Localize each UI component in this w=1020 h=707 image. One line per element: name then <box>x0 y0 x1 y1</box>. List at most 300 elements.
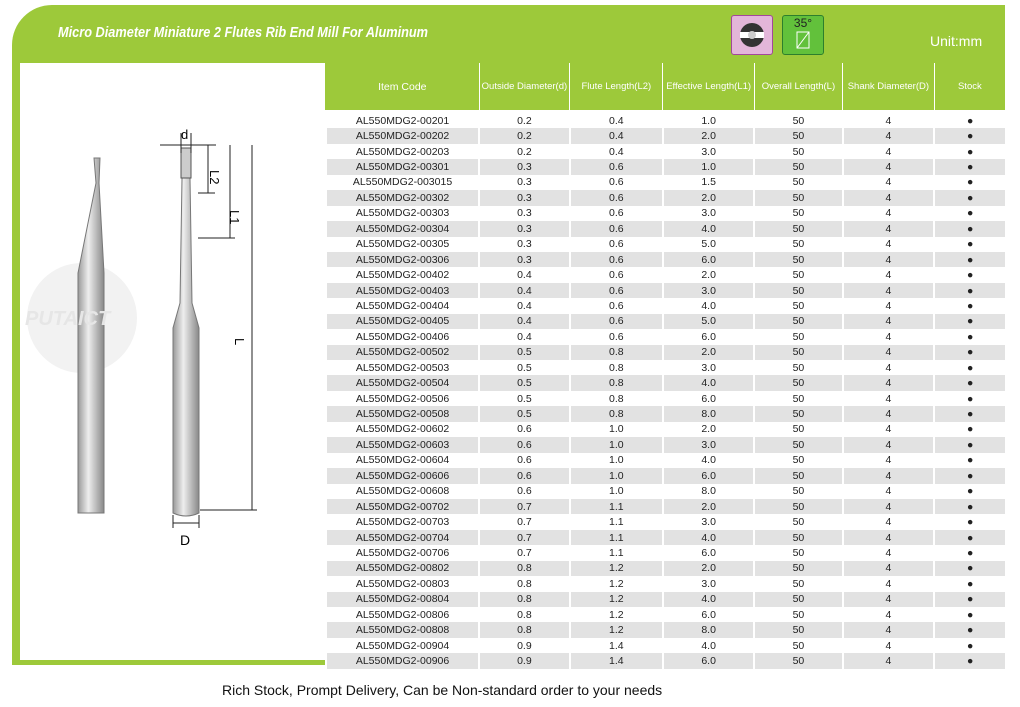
table-cell: 2.0 <box>663 561 754 576</box>
table-cell: AL550MDG2-00802 <box>326 561 479 576</box>
table-cell: 0.2 <box>479 144 570 159</box>
table-cell: 6.0 <box>663 653 754 668</box>
table-cell: 50 <box>754 345 842 360</box>
table-row <box>326 267 1005 282</box>
table-row <box>326 545 1005 560</box>
table-cell: 6.0 <box>663 391 754 406</box>
table-cell: 0.6 <box>570 314 663 329</box>
table-cell: 50 <box>754 159 842 174</box>
table-cell: ● <box>934 622 1005 637</box>
spec-table <box>325 63 1005 669</box>
table-cell: ● <box>934 468 1005 483</box>
table-cell: 50 <box>754 283 842 298</box>
table-row <box>326 112 1005 129</box>
table-cell: ● <box>934 422 1005 437</box>
table-cell: 0.4 <box>479 283 570 298</box>
table-cell: 0.9 <box>479 653 570 668</box>
table-cell: 1.0 <box>570 437 663 452</box>
table-cell: 50 <box>754 144 842 159</box>
table-cell: 0.3 <box>479 252 570 267</box>
table-cell: 50 <box>754 190 842 205</box>
table-cell: 50 <box>754 112 842 129</box>
table-cell: 4 <box>843 638 935 653</box>
table-row <box>326 252 1005 267</box>
table-cell: 50 <box>754 298 842 313</box>
table-cell: AL550MDG2-00702 <box>326 499 479 514</box>
table-cell: 8.0 <box>663 622 754 637</box>
table-cell: 50 <box>754 175 842 190</box>
table-cell: 3.0 <box>663 206 754 221</box>
table-cell: 0.6 <box>570 190 663 205</box>
table-cell: 0.5 <box>479 360 570 375</box>
table-cell: AL550MDG2-00706 <box>326 545 479 560</box>
table-cell: 0.8 <box>479 607 570 622</box>
table-cell: 0.3 <box>479 206 570 221</box>
table-row <box>326 499 1005 514</box>
table-cell: AL550MDG2-00305 <box>326 237 479 252</box>
table-cell: 50 <box>754 406 842 421</box>
table-cell: 0.5 <box>479 375 570 390</box>
table-row <box>326 159 1005 174</box>
table-cell: ● <box>934 128 1005 143</box>
table-cell: AL550MDG2-00506 <box>326 391 479 406</box>
table-row <box>326 561 1005 576</box>
table-cell: AL550MDG2-00402 <box>326 267 479 282</box>
table-cell: ● <box>934 530 1005 545</box>
table-cell: 0.4 <box>479 298 570 313</box>
table-cell: 0.6 <box>479 453 570 468</box>
table-cell: 1.4 <box>570 653 663 668</box>
table-row <box>326 592 1005 607</box>
table-cell: 4 <box>843 576 935 591</box>
table-cell: 50 <box>754 622 842 637</box>
table-row <box>326 237 1005 252</box>
table-cell: 50 <box>754 252 842 267</box>
table-cell: 0.9 <box>479 638 570 653</box>
table-cell: 0.4 <box>479 267 570 282</box>
table-cell: AL550MDG2-00303 <box>326 206 479 221</box>
table-cell: 50 <box>754 638 842 653</box>
page-title: Micro Diameter Miniature 2 Flutes Rib End Mill For Aluminum <box>58 24 429 41</box>
table-cell: AL550MDG2-00405 <box>326 314 479 329</box>
table-cell: 2.0 <box>663 345 754 360</box>
table-cell: ● <box>934 576 1005 591</box>
table-cell: ● <box>934 237 1005 252</box>
table-cell: AL550MDG2-00808 <box>326 622 479 637</box>
table-cell: 4.0 <box>663 298 754 313</box>
table-cell: 0.7 <box>479 514 570 529</box>
table-cell: 50 <box>754 329 842 344</box>
table-cell: 4 <box>843 144 935 159</box>
table-cell: 0.6 <box>479 422 570 437</box>
table-cell: ● <box>934 298 1005 313</box>
table-cell: 1.0 <box>570 422 663 437</box>
table-cell: AL550MDG2-00803 <box>326 576 479 591</box>
table-cell: AL550MDG2-00203 <box>326 144 479 159</box>
table-cell: 0.7 <box>479 499 570 514</box>
table-cell: 4 <box>843 252 935 267</box>
table-cell: 0.6 <box>570 252 663 267</box>
table-cell: ● <box>934 638 1005 653</box>
table-cell: 4 <box>843 437 935 452</box>
table-cell: ● <box>934 514 1005 529</box>
table-cell: 5.0 <box>663 314 754 329</box>
table-cell: 1.0 <box>570 484 663 499</box>
table-cell: 0.8 <box>479 622 570 637</box>
table-cell: 0.6 <box>570 221 663 236</box>
end-mill-drawing <box>20 63 325 660</box>
table-cell: 50 <box>754 128 842 143</box>
table-cell: 4.0 <box>663 453 754 468</box>
table-cell: 4 <box>843 345 935 360</box>
table-cell: 1.0 <box>663 112 754 129</box>
table-cell: 5.0 <box>663 237 754 252</box>
column-header: Effective Length(L1) <box>663 63 754 112</box>
table-cell: 4.0 <box>663 375 754 390</box>
table-cell: 4 <box>843 221 935 236</box>
column-header: Flute Length(L2) <box>570 63 663 112</box>
table-cell: 0.6 <box>479 484 570 499</box>
table-cell: 0.2 <box>479 128 570 143</box>
table-cell: ● <box>934 267 1005 282</box>
table-cell: ● <box>934 437 1005 452</box>
table-cell: 0.8 <box>570 406 663 421</box>
table-cell: 1.2 <box>570 592 663 607</box>
table-cell: ● <box>934 329 1005 344</box>
table-cell: AL550MDG2-00304 <box>326 221 479 236</box>
table-cell: 50 <box>754 545 842 560</box>
table-cell: 0.5 <box>479 406 570 421</box>
table-cell: ● <box>934 283 1005 298</box>
table-cell: 0.6 <box>570 159 663 174</box>
table-cell: 0.8 <box>479 576 570 591</box>
table-cell: 50 <box>754 607 842 622</box>
table-cell: 50 <box>754 499 842 514</box>
table-cell: 50 <box>754 314 842 329</box>
table-cell: 0.6 <box>570 175 663 190</box>
table-row <box>326 514 1005 529</box>
label-L2: L2 <box>207 170 222 185</box>
table-cell: 4.0 <box>663 592 754 607</box>
table-cell: 8.0 <box>663 406 754 421</box>
table-cell: AL550MDG2-00703 <box>326 514 479 529</box>
table-cell: 50 <box>754 360 842 375</box>
table-cell: AL550MDG2-00302 <box>326 190 479 205</box>
table-cell: 0.8 <box>570 375 663 390</box>
table-cell: 0.6 <box>570 283 663 298</box>
table-cell: 3.0 <box>663 437 754 452</box>
table-row <box>326 391 1005 406</box>
table-cell: ● <box>934 607 1005 622</box>
table-cell: 0.3 <box>479 190 570 205</box>
table-cell: 3.0 <box>663 360 754 375</box>
table-cell: 1.1 <box>570 530 663 545</box>
table-row <box>326 329 1005 344</box>
table-cell: 50 <box>754 267 842 282</box>
table-cell: 50 <box>754 592 842 607</box>
table-cell: 50 <box>754 576 842 591</box>
table-cell: 4 <box>843 514 935 529</box>
table-cell: 4 <box>843 190 935 205</box>
label-d: d <box>181 127 189 142</box>
table-cell: 4 <box>843 530 935 545</box>
table-cell: 4 <box>843 453 935 468</box>
table-cell: AL550MDG2-00906 <box>326 653 479 668</box>
table-cell: 2.0 <box>663 422 754 437</box>
table-cell: AL550MDG2-00406 <box>326 329 479 344</box>
table-cell: 0.8 <box>570 360 663 375</box>
table-cell: 50 <box>754 514 842 529</box>
column-header: Outside Diameter(d) <box>479 63 570 112</box>
column-header: Shank Diameter(D) <box>843 63 935 112</box>
table-cell: AL550MDG2-00804 <box>326 592 479 607</box>
table-cell: 0.3 <box>479 221 570 236</box>
table-cell: 6.0 <box>663 468 754 483</box>
table-row <box>326 484 1005 499</box>
table-cell: AL550MDG2-003015 <box>326 175 479 190</box>
table-cell: 1.1 <box>570 499 663 514</box>
table-cell: 50 <box>754 468 842 483</box>
table-cell: 0.5 <box>479 345 570 360</box>
table-cell: 4 <box>843 283 935 298</box>
table-cell: 0.4 <box>570 112 663 129</box>
table-cell: 4 <box>843 375 935 390</box>
table-cell: 1.2 <box>570 622 663 637</box>
table-cell: 0.6 <box>479 437 570 452</box>
table-row <box>326 221 1005 236</box>
table-cell: 0.6 <box>570 267 663 282</box>
table-row <box>326 345 1005 360</box>
table-cell: 4 <box>843 545 935 560</box>
table-cell: ● <box>934 499 1005 514</box>
table-cell: AL550MDG2-00602 <box>326 422 479 437</box>
table-cell: 0.8 <box>479 592 570 607</box>
table-cell: 0.8 <box>570 345 663 360</box>
table-cell: 0.7 <box>479 545 570 560</box>
table-cell: 2.0 <box>663 267 754 282</box>
aluminum-material-icon <box>731 15 773 55</box>
table-cell: 50 <box>754 437 842 452</box>
table-cell: 4 <box>843 206 935 221</box>
table-cell: 0.6 <box>570 237 663 252</box>
table-row <box>326 360 1005 375</box>
table-cell: 4.0 <box>663 530 754 545</box>
table-cell: AL550MDG2-00704 <box>326 530 479 545</box>
table-cell: 1.2 <box>570 607 663 622</box>
table-cell: ● <box>934 545 1005 560</box>
table-cell: 50 <box>754 375 842 390</box>
table-cell: ● <box>934 190 1005 205</box>
table-cell: AL550MDG2-00306 <box>326 252 479 267</box>
table-cell: AL550MDG2-00806 <box>326 607 479 622</box>
label-D: D <box>180 532 191 548</box>
table-cell: 3.0 <box>663 576 754 591</box>
table-cell: AL550MDG2-00301 <box>326 159 479 174</box>
table-cell: 4 <box>843 298 935 313</box>
table-cell: 50 <box>754 484 842 499</box>
table-row <box>326 422 1005 437</box>
table-cell: 1.0 <box>663 159 754 174</box>
table-cell: AL550MDG2-00508 <box>326 406 479 421</box>
table-cell: ● <box>934 159 1005 174</box>
label-L: L <box>232 338 247 346</box>
table-cell: 6.0 <box>663 329 754 344</box>
table-cell: 4 <box>843 360 935 375</box>
table-cell: ● <box>934 406 1005 421</box>
table-cell: 6.0 <box>663 607 754 622</box>
table-cell: 1.1 <box>570 514 663 529</box>
table-cell: 0.3 <box>479 237 570 252</box>
table-cell: 6.0 <box>663 252 754 267</box>
table-cell: 4 <box>843 391 935 406</box>
table-cell: 50 <box>754 530 842 545</box>
column-header: Stock <box>934 63 1005 112</box>
table-cell: 4 <box>843 159 935 174</box>
table-cell: 6.0 <box>663 545 754 560</box>
table-cell: 0.4 <box>479 314 570 329</box>
table-cell: ● <box>934 221 1005 236</box>
table-cell: ● <box>934 252 1005 267</box>
table-cell: AL550MDG2-00503 <box>326 360 479 375</box>
tool-drawing <box>20 63 325 660</box>
table-cell: 0.4 <box>570 144 663 159</box>
table-cell: 4 <box>843 622 935 637</box>
table-row <box>326 437 1005 452</box>
table-cell: 2.0 <box>663 499 754 514</box>
table-cell: 4 <box>843 422 935 437</box>
table-row <box>326 206 1005 221</box>
table-cell: 50 <box>754 237 842 252</box>
table-cell: 4 <box>843 468 935 483</box>
table-cell: 1.1 <box>570 545 663 560</box>
table-row <box>326 622 1005 637</box>
table-row <box>326 190 1005 205</box>
table-cell: ● <box>934 112 1005 129</box>
table-cell: 8.0 <box>663 484 754 499</box>
table-cell: AL550MDG2-00608 <box>326 484 479 499</box>
table-cell: 0.6 <box>570 329 663 344</box>
table-cell: 3.0 <box>663 144 754 159</box>
table-cell: 0.3 <box>479 175 570 190</box>
table-cell: AL550MDG2-00603 <box>326 437 479 452</box>
table-cell: 1.4 <box>570 638 663 653</box>
table-cell: 3.0 <box>663 514 754 529</box>
table-row <box>326 175 1005 190</box>
table-cell: ● <box>934 206 1005 221</box>
table-cell: ● <box>934 592 1005 607</box>
table-cell: 50 <box>754 453 842 468</box>
table-cell: AL550MDG2-00904 <box>326 638 479 653</box>
table-cell: 0.8 <box>570 391 663 406</box>
table-cell: 50 <box>754 391 842 406</box>
table-cell: 50 <box>754 561 842 576</box>
table-cell: ● <box>934 375 1005 390</box>
helix-angle-label: 35° <box>793 16 813 30</box>
table-cell: ● <box>934 345 1005 360</box>
table-cell: ● <box>934 391 1005 406</box>
table-cell: 50 <box>754 653 842 668</box>
table-row <box>326 530 1005 545</box>
table-cell: ● <box>934 561 1005 576</box>
table-cell: AL550MDG2-00606 <box>326 468 479 483</box>
table-cell: ● <box>934 484 1005 499</box>
table-cell: 0.7 <box>479 530 570 545</box>
table-cell: ● <box>934 453 1005 468</box>
table-cell: 4 <box>843 237 935 252</box>
table-cell: ● <box>934 314 1005 329</box>
table-cell: 0.5 <box>479 391 570 406</box>
table-cell: AL550MDG2-00502 <box>326 345 479 360</box>
table-cell: ● <box>934 144 1005 159</box>
table-cell: 1.0 <box>570 453 663 468</box>
table-row <box>326 406 1005 421</box>
table-cell: ● <box>934 360 1005 375</box>
table-row <box>326 144 1005 159</box>
table-cell: AL550MDG2-00403 <box>326 283 479 298</box>
table-cell: 2.0 <box>663 128 754 143</box>
table-row <box>326 283 1005 298</box>
table-cell: 1.2 <box>570 561 663 576</box>
table-cell: 4 <box>843 607 935 622</box>
unit-label: Unit:mm <box>930 33 983 49</box>
table-cell: 4 <box>843 128 935 143</box>
table-row <box>326 298 1005 313</box>
table-row <box>326 453 1005 468</box>
table-cell: 0.2 <box>479 112 570 129</box>
table-cell: 4 <box>843 561 935 576</box>
table-cell: 4 <box>843 406 935 421</box>
table-cell: AL550MDG2-00504 <box>326 375 479 390</box>
label-L1: L1 <box>227 210 242 225</box>
table-cell: 50 <box>754 422 842 437</box>
table-cell: 4 <box>843 314 935 329</box>
table-cell: 4 <box>843 499 935 514</box>
table-cell: 50 <box>754 206 842 221</box>
column-header: Item Code <box>326 63 479 112</box>
table-cell: 1.0 <box>570 468 663 483</box>
watermark: PUTAICT <box>25 308 111 330</box>
table-cell: 0.6 <box>479 468 570 483</box>
table-cell: ● <box>934 653 1005 668</box>
table-cell: 4.0 <box>663 638 754 653</box>
table-cell: 4.0 <box>663 221 754 236</box>
table-cell: 4 <box>843 329 935 344</box>
table-cell: AL550MDG2-00202 <box>326 128 479 143</box>
table-row <box>326 653 1005 668</box>
table-cell: 4 <box>843 484 935 499</box>
table-cell: 1.5 <box>663 175 754 190</box>
table-cell: AL550MDG2-00604 <box>326 453 479 468</box>
table-row <box>326 576 1005 591</box>
table-row <box>326 638 1005 653</box>
table-cell: 1.2 <box>570 576 663 591</box>
table-cell: AL550MDG2-00404 <box>326 298 479 313</box>
table-cell: 2.0 <box>663 190 754 205</box>
table-cell: 4 <box>843 175 935 190</box>
table-cell: 3.0 <box>663 283 754 298</box>
table-cell: 4 <box>843 267 935 282</box>
table-cell: 0.3 <box>479 159 570 174</box>
footer-text: Rich Stock, Prompt Delivery, Can be Non-standard order to your needs <box>222 682 663 698</box>
table-cell: ● <box>934 175 1005 190</box>
table-row <box>326 607 1005 622</box>
helix-35-icon <box>782 15 824 55</box>
table-cell: 0.6 <box>570 206 663 221</box>
table-cell: 4 <box>843 112 935 129</box>
table-cell: 0.4 <box>570 128 663 143</box>
table-row <box>326 468 1005 483</box>
table-cell: AL550MDG2-00201 <box>326 112 479 129</box>
